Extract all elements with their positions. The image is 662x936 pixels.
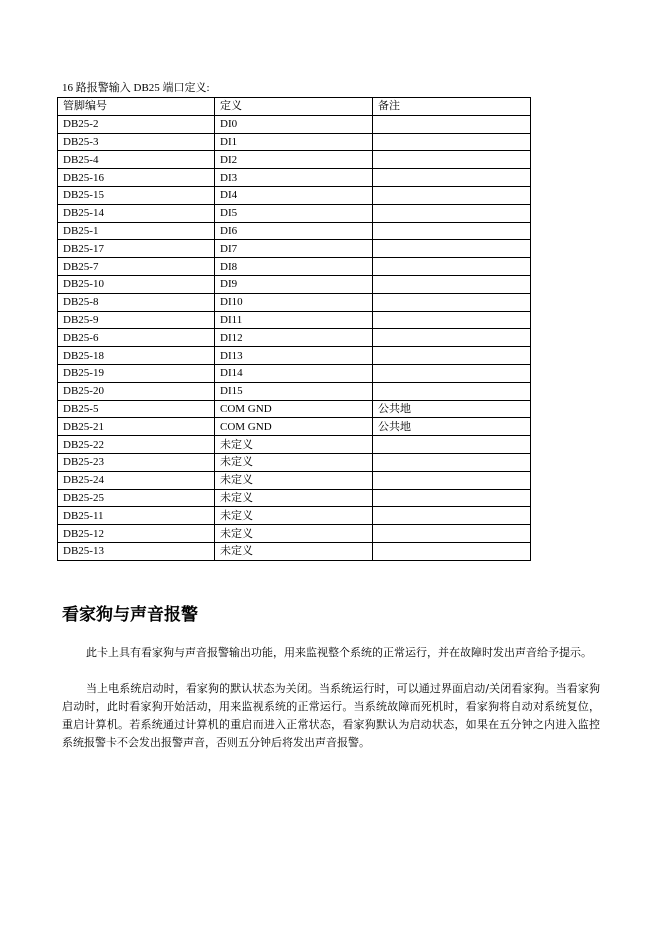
cell-pin-number: DB25-9 <box>58 311 215 329</box>
cell-definition: 未定义 <box>215 453 373 471</box>
table-row <box>58 151 531 169</box>
table-row <box>58 133 531 151</box>
paragraph: 此卡上具有看家狗与声音报警输出功能，用来监视整个系统的正常运行，并在故障时发出声音给予提示。 <box>86 646 592 659</box>
cell-definition: DI11 <box>215 311 373 329</box>
cell-remark: 公共地 <box>373 400 531 418</box>
cell-remark <box>373 222 531 240</box>
cell-pin-number: DB25-25 <box>58 489 215 507</box>
table-row <box>58 204 531 222</box>
table-row <box>58 507 531 525</box>
cell-definition: DI8 <box>215 258 373 276</box>
cell-remark <box>373 293 531 311</box>
cell-remark <box>373 525 531 543</box>
cell-definition: DI9 <box>215 275 373 293</box>
cell-definition: 未定义 <box>215 507 373 525</box>
cell-pin-number: DB25-14 <box>58 204 215 222</box>
cell-remark <box>373 115 531 133</box>
cell-pin-number: DB25-11 <box>58 507 215 525</box>
table-body <box>58 115 531 560</box>
table-row <box>58 382 531 400</box>
cell-pin-number: DB25-10 <box>58 275 215 293</box>
cell-pin-number: DB25-2 <box>58 115 215 133</box>
header-pin-number: 管脚编号 <box>58 98 215 116</box>
table-row <box>58 169 531 187</box>
cell-remark <box>373 151 531 169</box>
table-caption: 16 路报警输入 DB25 端口定义: <box>62 82 210 94</box>
cell-definition: DI4 <box>215 186 373 204</box>
cell-pin-number: DB25-19 <box>58 364 215 382</box>
cell-definition: DI2 <box>215 151 373 169</box>
cell-definition: DI3 <box>215 169 373 187</box>
table-row <box>58 293 531 311</box>
cell-definition: DI1 <box>215 133 373 151</box>
cell-remark <box>373 204 531 222</box>
cell-definition: DI6 <box>215 222 373 240</box>
cell-pin-number: DB25-20 <box>58 382 215 400</box>
table-row <box>58 240 531 258</box>
table-row <box>58 436 531 454</box>
cell-remark: 公共地 <box>373 418 531 436</box>
cell-remark <box>373 133 531 151</box>
cell-remark <box>373 186 531 204</box>
cell-definition: 未定义 <box>215 542 373 560</box>
cell-definition: DI10 <box>215 293 373 311</box>
cell-definition: 未定义 <box>215 525 373 543</box>
table-row <box>58 364 531 382</box>
cell-pin-number: DB25-1 <box>58 222 215 240</box>
cell-definition: COM GND <box>215 418 373 436</box>
table-row <box>58 347 531 365</box>
cell-definition: DI14 <box>215 364 373 382</box>
cell-pin-number: DB25-7 <box>58 258 215 276</box>
cell-remark <box>373 311 531 329</box>
table-header-row <box>58 98 531 116</box>
cell-remark <box>373 507 531 525</box>
table-row <box>58 258 531 276</box>
cell-pin-number: DB25-22 <box>58 436 215 454</box>
cell-pin-number: DB25-23 <box>58 453 215 471</box>
cell-pin-number: DB25-6 <box>58 329 215 347</box>
cell-pin-number: DB25-15 <box>58 186 215 204</box>
cell-remark <box>373 382 531 400</box>
cell-definition: DI5 <box>215 204 373 222</box>
cell-pin-number: DB25-12 <box>58 525 215 543</box>
table-row <box>58 542 531 560</box>
header-remark: 备注 <box>373 98 531 116</box>
table-row <box>58 115 531 133</box>
cell-remark <box>373 489 531 507</box>
table-row <box>58 275 531 293</box>
section-heading: 看家狗与声音报警 <box>62 605 198 625</box>
cell-remark <box>373 169 531 187</box>
cell-pin-number: DB25-8 <box>58 293 215 311</box>
cell-definition: DI15 <box>215 382 373 400</box>
table-row <box>58 471 531 489</box>
db25-pin-table <box>57 97 531 561</box>
cell-remark <box>373 347 531 365</box>
cell-pin-number: DB25-17 <box>58 240 215 258</box>
cell-remark <box>373 471 531 489</box>
cell-remark <box>373 364 531 382</box>
table-row <box>58 311 531 329</box>
cell-definition: 未定义 <box>215 489 373 507</box>
header-definition: 定义 <box>215 98 373 116</box>
table-row <box>58 400 531 418</box>
cell-remark <box>373 453 531 471</box>
table-row <box>58 222 531 240</box>
cell-remark <box>373 542 531 560</box>
cell-pin-number: DB25-4 <box>58 151 215 169</box>
cell-remark <box>373 240 531 258</box>
cell-definition: 未定义 <box>215 471 373 489</box>
cell-remark <box>373 275 531 293</box>
paragraph: 当上电系统启动时，看家狗的默认状态为关闭。当系统运行时，可以通过界面启动/关闭看家狗。当看家狗启动时，此时看家狗开始活动，用来监视系统的正常运行。当系统故障而死机时，看家狗将自动对系统复位，重启计算机。若系统通过计算机的重启而进入正常状态，看家狗默认为启动状态，如果在五分钟之内进入监控系统报警卡不会发出报警声音，否则五分钟后将发出声音报警。 <box>62 682 600 749</box>
table-row <box>58 186 531 204</box>
cell-pin-number: DB25-16 <box>58 169 215 187</box>
table-row <box>58 525 531 543</box>
table-row <box>58 329 531 347</box>
cell-remark <box>373 329 531 347</box>
cell-definition: DI7 <box>215 240 373 258</box>
table-row <box>58 489 531 507</box>
cell-definition: DI13 <box>215 347 373 365</box>
cell-pin-number: DB25-13 <box>58 542 215 560</box>
cell-pin-number: DB25-24 <box>58 471 215 489</box>
cell-definition: 未定义 <box>215 436 373 454</box>
cell-remark <box>373 436 531 454</box>
cell-pin-number: DB25-5 <box>58 400 215 418</box>
cell-pin-number: DB25-18 <box>58 347 215 365</box>
cell-definition: DI0 <box>215 115 373 133</box>
table-row <box>58 418 531 436</box>
cell-pin-number: DB25-21 <box>58 418 215 436</box>
cell-pin-number: DB25-3 <box>58 133 215 151</box>
table-row <box>58 453 531 471</box>
cell-definition: COM GND <box>215 400 373 418</box>
cell-definition: DI12 <box>215 329 373 347</box>
cell-remark <box>373 258 531 276</box>
